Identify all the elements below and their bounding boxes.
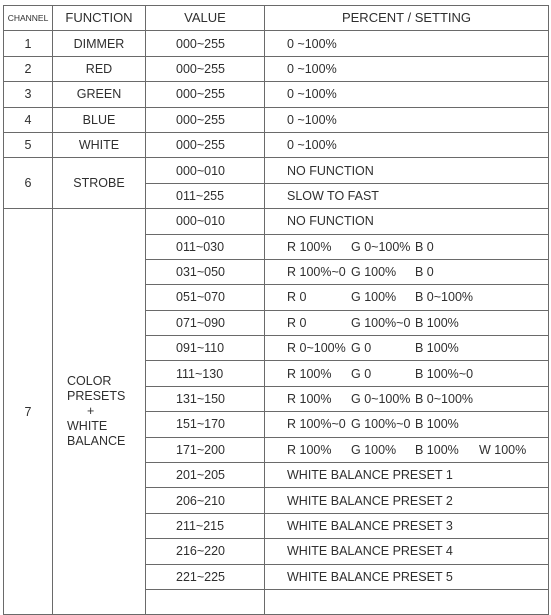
setting-cell	[265, 437, 549, 462]
setting-cell: 0 ~100%	[265, 82, 549, 107]
header-percent-setting: PERCENT / SETTING	[265, 6, 549, 31]
value-cell: 000~255	[146, 31, 265, 56]
value-cell: 000~255	[146, 132, 265, 157]
setting-cell: SLOW TO FAST	[265, 183, 549, 208]
green-setting: G 100%~0	[351, 417, 411, 432]
function-cell: STROBE	[53, 158, 146, 209]
table-row	[4, 31, 549, 56]
setting-cell: 0 ~100%	[265, 132, 549, 157]
green-setting: G 100%	[351, 290, 397, 305]
value-cell: 071~090	[146, 310, 265, 335]
blue-setting: B 100%	[415, 442, 459, 457]
value-cell: 211~215	[146, 513, 265, 538]
setting-cell: WHITE BALANCE PRESET 1	[265, 463, 549, 488]
function-line: +	[87, 404, 95, 419]
blue-setting: B 100%	[415, 417, 459, 432]
setting-cell	[265, 336, 549, 361]
channel-cell: 4	[4, 107, 53, 132]
green-setting: G 100%	[351, 265, 397, 280]
value-cell: 031~050	[146, 259, 265, 284]
red-setting: R 0	[287, 315, 307, 330]
setting-cell	[265, 386, 549, 411]
value-cell: 111~130	[146, 361, 265, 386]
green-setting: G 100%	[351, 442, 397, 457]
setting-cell	[265, 234, 549, 259]
dmx-channel-table	[3, 5, 549, 615]
blue-setting: B 0~100%	[415, 392, 474, 407]
value-cell: 000~255	[146, 82, 265, 107]
value-cell: 000~255	[146, 107, 265, 132]
table-body	[4, 31, 549, 615]
header-value: VALUE	[146, 6, 265, 31]
channel-cell: 3	[4, 82, 53, 107]
value-cell: 151~170	[146, 412, 265, 437]
function-line: PRESETS	[67, 389, 126, 404]
header-row	[4, 6, 549, 31]
value-cell: 011~030	[146, 234, 265, 259]
function-cell-color-presets	[53, 209, 146, 615]
setting-cell	[265, 259, 549, 284]
setting-cell: WHITE BALANCE PRESET 2	[265, 488, 549, 513]
white-setting: W 100%	[479, 442, 527, 457]
blue-setting: B 0	[415, 239, 434, 254]
value-cell: 221~225	[146, 564, 265, 589]
channel-cell: 2	[4, 56, 53, 81]
function-cell: GREEN	[53, 82, 146, 107]
header-function: FUNCTION	[53, 6, 146, 31]
table-row	[4, 158, 549, 183]
blue-setting: B 0	[415, 265, 434, 280]
setting-cell	[265, 285, 549, 310]
table-row	[4, 107, 549, 132]
function-cell: WHITE	[53, 132, 146, 157]
value-cell: 000~255	[146, 56, 265, 81]
green-setting: G 0~100%	[351, 392, 411, 407]
value-cell: 051~070	[146, 285, 265, 310]
green-setting: G 100%~0	[351, 315, 411, 330]
function-line: WHITE	[67, 419, 108, 434]
value-cell: 131~150	[146, 386, 265, 411]
value-cell	[146, 589, 265, 614]
value-cell: 171~200	[146, 437, 265, 462]
function-cell: RED	[53, 56, 146, 81]
green-setting: G 0~100%	[351, 239, 411, 254]
red-setting: R 0	[287, 290, 307, 305]
table-row	[4, 132, 549, 157]
red-setting: R 100%	[287, 442, 332, 457]
channel-cell: 7	[4, 209, 53, 615]
setting-cell: WHITE BALANCE PRESET 4	[265, 539, 549, 564]
setting-cell	[265, 310, 549, 335]
value-cell: 091~110	[146, 336, 265, 361]
setting-cell: 0 ~100%	[265, 31, 549, 56]
table-row	[4, 209, 549, 234]
function-line: BALANCE	[67, 434, 126, 449]
blue-setting: B 0~100%	[415, 290, 474, 305]
channel-cell: 1	[4, 31, 53, 56]
red-setting: R 100%~0	[287, 417, 346, 432]
blue-setting: B 100%	[415, 315, 459, 330]
function-cell: DIMMER	[53, 31, 146, 56]
green-setting: G 0	[351, 366, 372, 381]
blue-setting: B 100%~0	[415, 366, 474, 381]
red-setting: R 0~100%	[287, 341, 346, 356]
setting-cell: WHITE BALANCE PRESET 3	[265, 513, 549, 538]
value-cell: 000~010	[146, 158, 265, 183]
red-setting: R 100%	[287, 239, 332, 254]
red-setting: R 100%	[287, 392, 332, 407]
blue-setting: B 100%	[415, 341, 459, 356]
channel-cell: 5	[4, 132, 53, 157]
value-cell: 011~255	[146, 183, 265, 208]
function-line: COLOR	[67, 374, 112, 389]
green-setting: G 0	[351, 341, 372, 356]
value-cell: 000~010	[146, 209, 265, 234]
value-cell: 206~210	[146, 488, 265, 513]
header-channel: CHANNEL	[4, 6, 53, 31]
red-setting: R 100%~0	[287, 265, 346, 280]
red-setting: R 100%	[287, 366, 332, 381]
setting-cell: 0 ~100%	[265, 107, 549, 132]
value-cell: 216~220	[146, 539, 265, 564]
setting-cell: NO FUNCTION	[265, 158, 549, 183]
setting-cell: WHITE BALANCE PRESET 5	[265, 564, 549, 589]
setting-cell: 0 ~100%	[265, 56, 549, 81]
table-row	[4, 56, 549, 81]
setting-cell: NO FUNCTION	[265, 209, 549, 234]
function-cell: BLUE	[53, 107, 146, 132]
setting-cell	[265, 361, 549, 386]
value-cell: 201~205	[146, 463, 265, 488]
setting-cell	[265, 412, 549, 437]
channel-cell: 6	[4, 158, 53, 209]
setting-cell	[265, 589, 549, 614]
table-row	[4, 82, 549, 107]
